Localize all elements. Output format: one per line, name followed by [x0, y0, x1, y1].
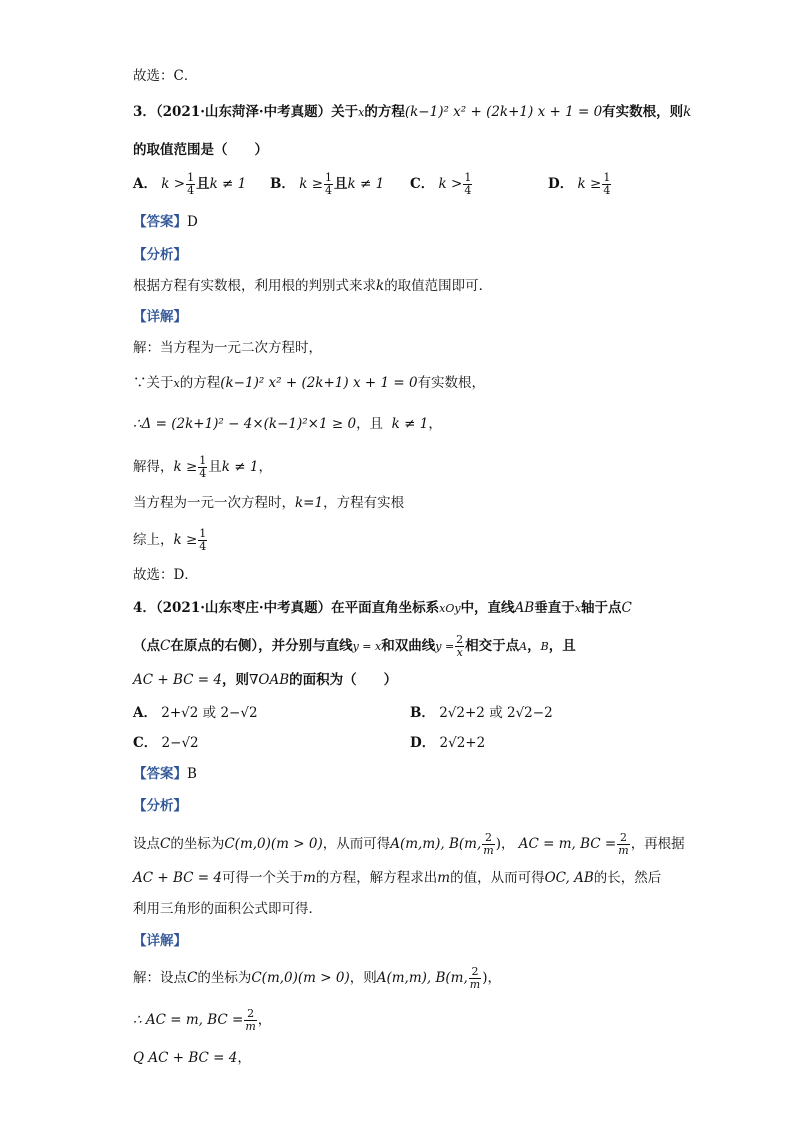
question-4-stem: （点C在原点的右侧），并分别与直线y = x和双曲线y = $\frac{2}{x}$ 相交于点A，B，且: [133, 633, 576, 659]
answer-line: 【答案】B: [133, 766, 197, 782]
solution-line: 解：设点C的坐标为C(m,0)(m > 0)，则A(m,m), B(m, $\frac{2}{m}$ )，: [133, 965, 501, 991]
question-3-stem: 3．（2021·山东菏泽·中考真题）关于x的方程(k−1)² x² + (2k+1) x + 1 = 0有实数根，则k: [133, 104, 692, 120]
analysis-heading: 【分析】: [133, 798, 187, 814]
question-4-stem: 4．（2021·山东枣庄·中考真题）在平面直角坐标系xOy中，直线AB垂直于x轴于点C: [133, 600, 632, 616]
analysis-text: 设点C的坐标为C(m,0)(m > 0)，从而可得A(m,m), B(m, $\frac{2}{m}$ )， AC = m, BC = $\frac{2}{m}$ ，再根据: [133, 831, 685, 857]
solution-line: ∴Δ = (2k+1)² − 4×(k−1)²×1 ≥ 0，且 k ≠ 1，: [133, 416, 442, 432]
solution-line: ∵关于x的方程(k−1)² x² + (2k+1) x + 1 = 0有实数根，: [133, 375, 486, 391]
solution-line: 解：当方程为一元二次方程时，: [133, 340, 322, 356]
option-c: C． 2−√2: [133, 735, 199, 751]
detail-heading: 【详解】: [133, 309, 187, 325]
option-a: A． k > $\frac{1}{4}$ 且k ≠ 1: [133, 171, 247, 197]
solution-line: Q AC + BC = 4，: [133, 1050, 251, 1066]
option-d: D． 2√2+2: [410, 735, 486, 751]
option-d: D． k ≥ $\frac{1}{4}$: [548, 171, 611, 197]
option-b: B． 2√2+2 或 2√2−2: [410, 705, 553, 721]
option-b: B． k ≥ $\frac{1}{4}$ 且k ≠ 1: [270, 171, 385, 197]
solution-line: 故选：D．: [133, 567, 198, 583]
answer-line: 【答案】D: [133, 214, 198, 230]
solution-line: 当方程为一元一次方程时，k=1，方程有实根: [133, 495, 405, 511]
solution-line: 综上，k ≥ $\frac{1}{4}$: [133, 527, 207, 553]
analysis-text: 利用三角形的面积公式即可得．: [133, 901, 322, 917]
analysis-heading: 【分析】: [133, 247, 187, 263]
analysis-text: AC + BC = 4可得一个关于m的方程，解方程求出m的值，从而可得OC, AB的长，然后: [133, 870, 662, 886]
solution-line: 解得，k ≥ $\frac{1}{4}$ 且k ≠ 1，: [133, 454, 272, 480]
solution-line: ∴ AC = m, BC = $\frac{2}{m}$ ，: [133, 1007, 272, 1033]
analysis-text: 根据方程有实数根，利用根的判别式来求k的取值范围即可．: [133, 278, 493, 294]
option-a: A． 2+√2 或 2−√2: [133, 705, 258, 721]
detail-heading: 【详解】: [133, 933, 187, 949]
question-4-stem: AC + BC = 4，则∇OAB的面积为（ ）: [133, 672, 398, 688]
question-3-stem-end: 的取值范围是（ ）: [133, 142, 268, 158]
option-c: C． k > $\frac{1}{4}$: [410, 171, 472, 197]
text-line: 故选：C．: [133, 68, 198, 84]
